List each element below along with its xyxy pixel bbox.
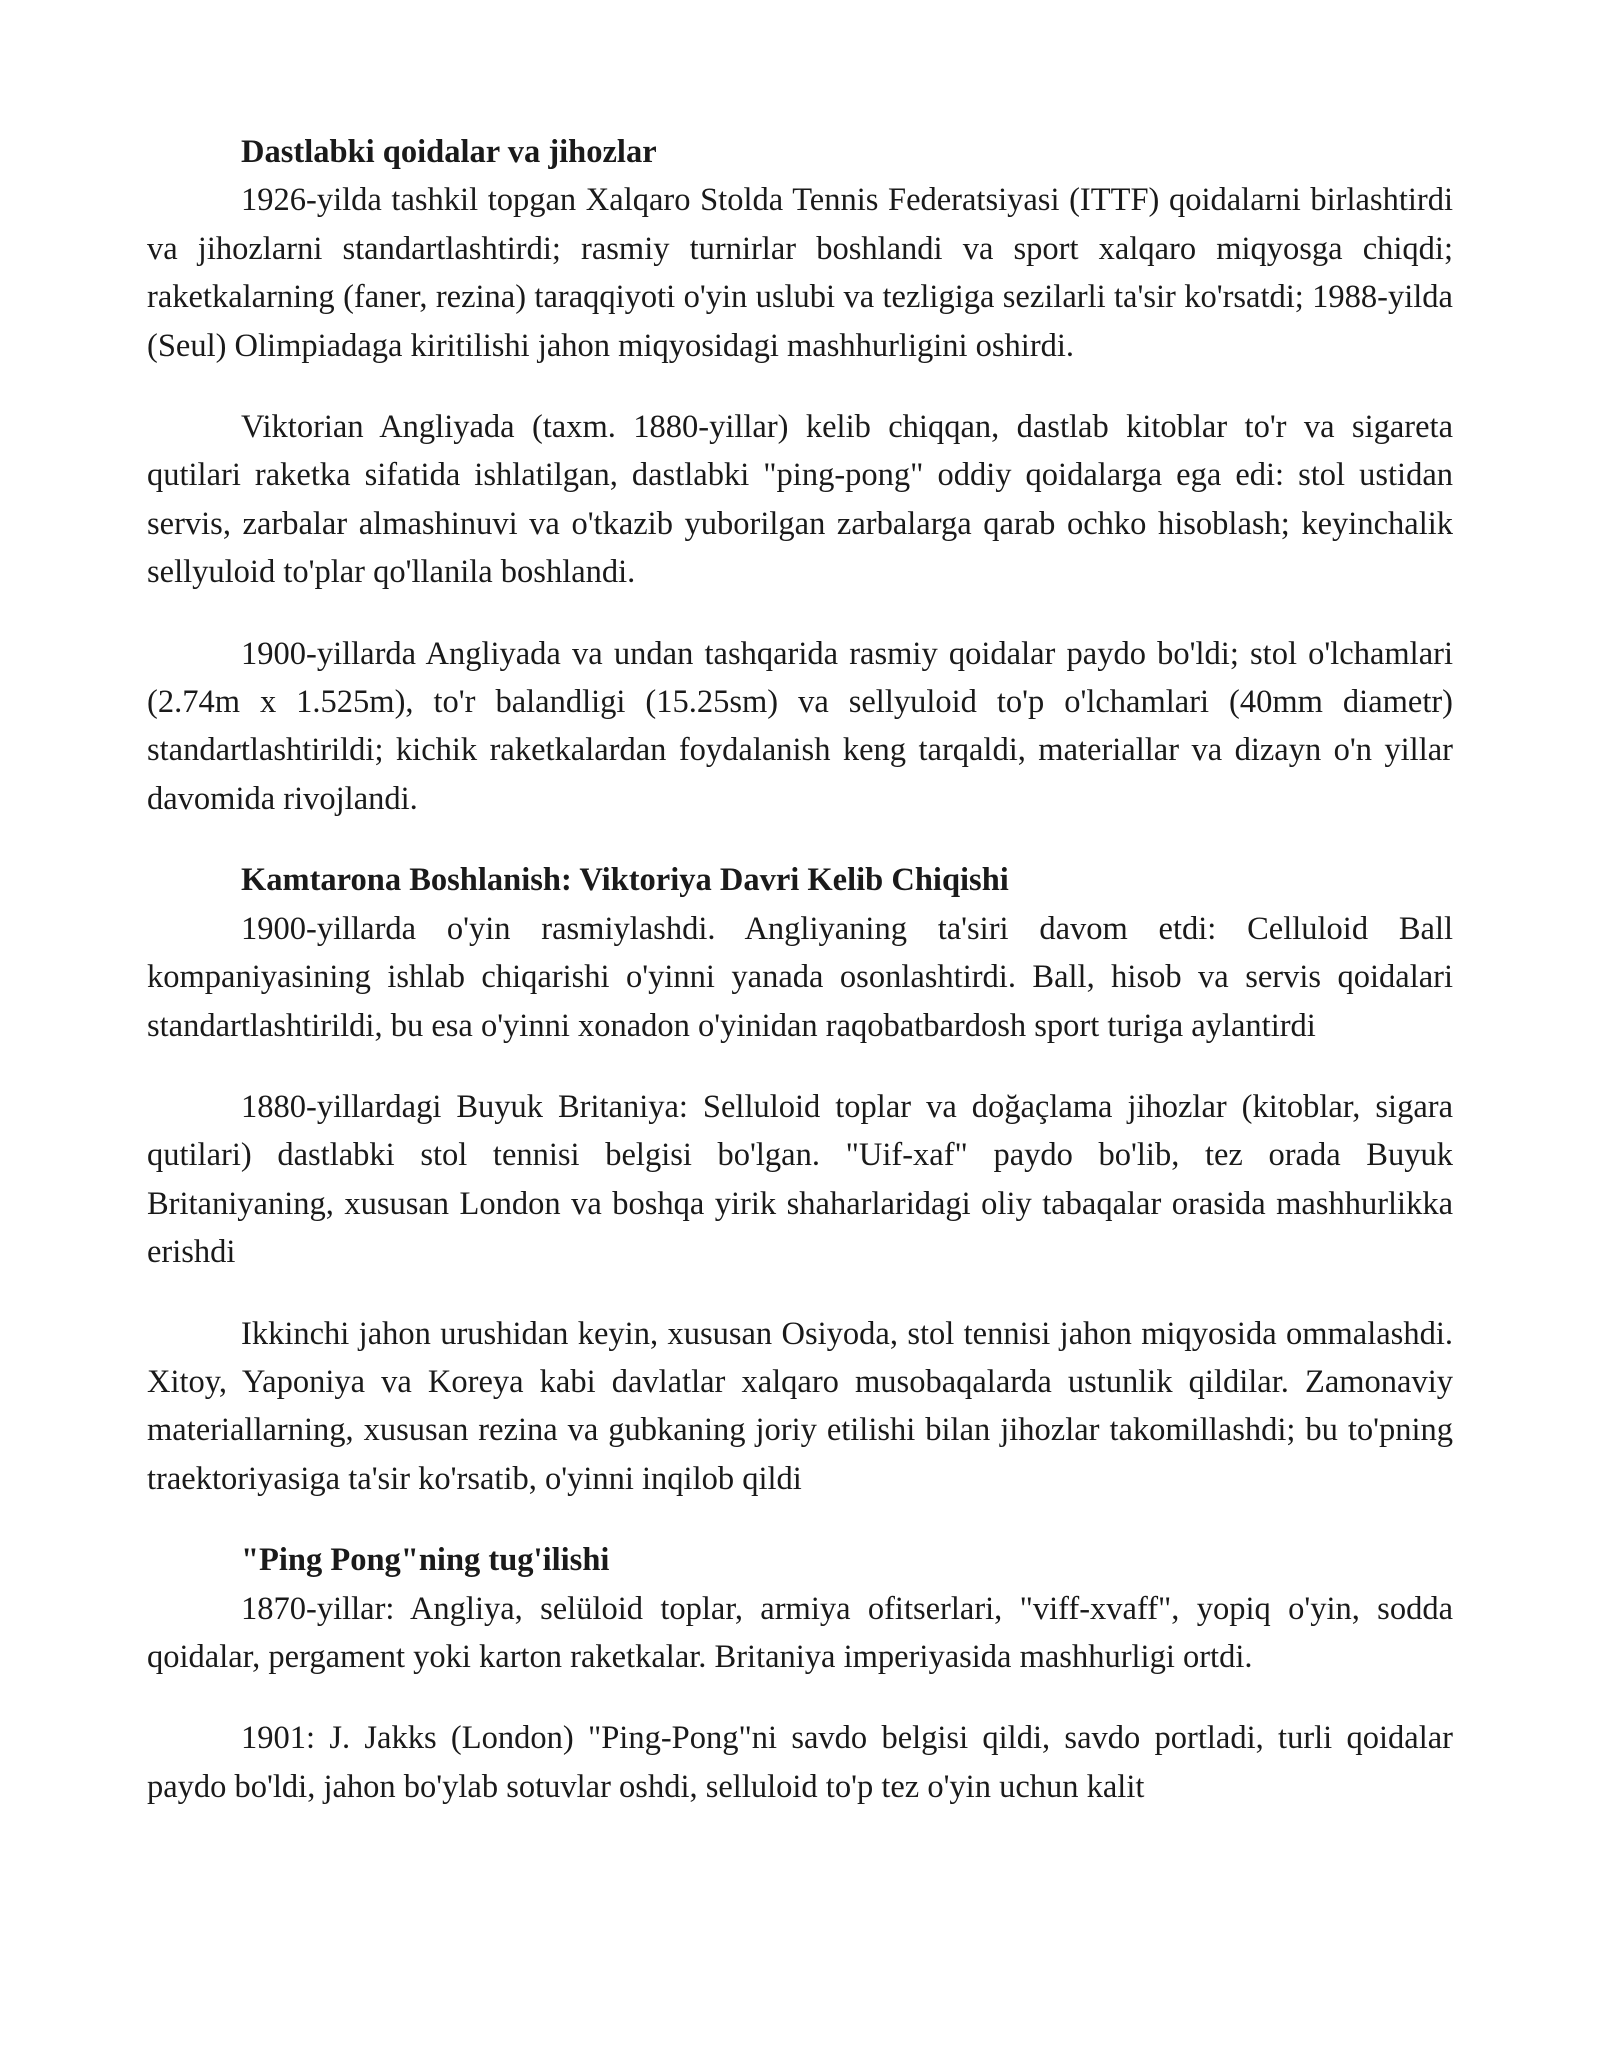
- paragraph: 1900-yillarda Angliyada va undan tashqarida rasmiy qoidalar paydo bo'ldi; stol o'lchamlari (2.74m x 1.525m), to'r balandligi (15.25sm) va sellyuloid to'p o'lchamlari (40mm diametr) standartlashtirildi; kichik raketkalardan foydalanish keng tarqaldi, materiallar va dizayn o'n yillar davomida rivojlandi.: [147, 635, 1453, 817]
- paragraph: 1900-yillarda o'yin rasmiylashdi. Angliyaning ta'siri davom etdi: Celluloid Ball kompaniyasining ishlab chiqarishi o'yinni yanada osonlashtirdi. Ball, hisob va servis qoidalari standartlashtirildi, bu esa o'yinni xonadon o'yinidan raqobatbardosh sport turiga aylantirdi: [147, 910, 1453, 1044]
- section-victorian-origins: [147, 856, 1453, 1503]
- section-rules-equipment: [147, 128, 1453, 823]
- document-page: [147, 128, 1453, 1811]
- paragraph: 1901: J. Jakks (London) "Ping-Pong"ni savdo belgisi qildi, savdo portladi, turli qoidalar paydo bo'ldi, jahon bo'ylab sotuvlar oshdi, selluloid to'p tez o'yin uchun kalit: [147, 1720, 1453, 1805]
- paragraph: 1880-yillardagi Buyuk Britaniya: Selluloid toplar va doğaçlama jihozlar (kitoblar, sigara qutilari) dastlabki stol tennisi belgisi bo'lgan. "Uif-xaf" paydo bo'lib, tez orada Buyuk Britaniyaning, xususan London va boshqa yirik shaharlaridagi oliy tabaqalar orasida mashhurlikka erishdi: [147, 1088, 1453, 1271]
- paragraph: 1926-yilda tashkil topgan Xalqaro Stolda Tennis Federatsiyasi (ITTF) qoidalarni birlashtirdi va jihozlarni standartlashtirdi; rasmiy turnirlar boshlandi va sport xalqaro miqyosga chiqdi; raketkalarning (faner, rezina) taraqqiyoti o'yin uslubi va tezligiga sezilarli ta'sir ko'rsatdi; 1988-yilda (Seul) Olimpiadaga kiritilishi jahon miqyosidagi mashhurligini oshirdi.: [147, 182, 1453, 364]
- section-heading: Kamtarona Boshlanish: Viktoriya Davri Kelib Chiqishi: [241, 862, 1009, 899]
- section-heading: Dastlabki qoidalar va jihozlar: [241, 134, 657, 170]
- paragraph: Viktorian Angliyada (taxm. 1880-yillar) kelib chiqqan, dastlab kitoblar to'r va sigareta qutilari raketka sifatida ishlatilgan, dastlabki "ping-pong" oddiy qoidalarga ega edi: stol ustidan servis, zarbalar almashinuvi va o'tkazib yuborilgan zarbalarga qarab ochko hisoblash; keyinchalik sellyuloid to'plar qo'llanila boshlandi.: [147, 409, 1453, 591]
- paragraph: Ikkinchi jahon urushidan keyin, xususan Osiyoda, stol tennisi jahon miqyosida ommalashdi. Xitoy, Yaponiya va Koreya kabi davlatlar xalqaro musobaqalarda ustunlik qildilar. Zamonaviy materiallarning, xususan rezina va gubkaning joriy etilishi bilan jihozlar takomillashdi; bu to'pning traektoriyasiga ta'sir ko'rsatib, o'yinni inqilob qildi: [147, 1315, 1453, 1497]
- section-heading: "Ping Pong"ning tug'ilishi: [241, 1542, 610, 1579]
- paragraph: 1870-yillar: Angliya, selüloid toplar, armiya ofitserlari, "viff-xvaff", yopiq o'yin, sodda qoidalar, pergament yoki karton raketkalar. Britaniya imperiyasida mashhurligi ortdi.: [147, 1590, 1453, 1675]
- section-ping-pong-birth: [147, 1536, 1453, 1811]
